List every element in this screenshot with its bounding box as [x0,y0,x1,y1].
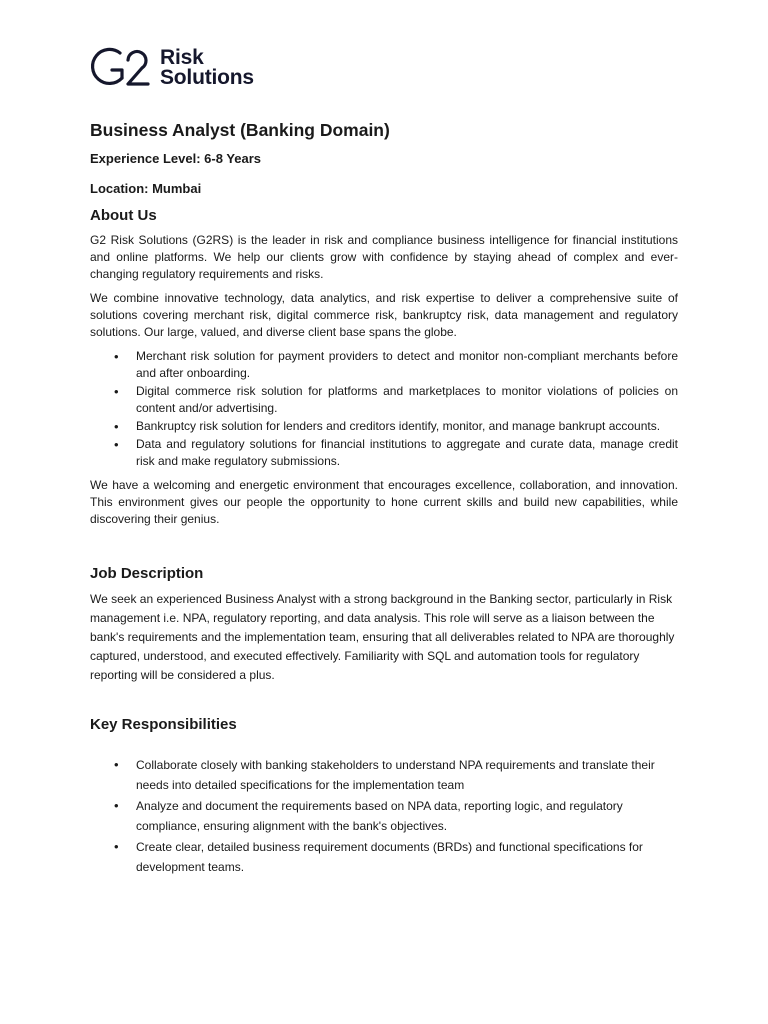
list-item: • Collaborate closely with banking stakeholders to understand NPA requirements and translate their needs into detailed specifications for the implementation team [90,755,678,795]
experience-level: Experience Level: 6-8 Years [90,151,262,166]
g2-logo-icon [90,44,154,92]
responsibilities-heading: Key Responsibilities [90,716,237,733]
about-heading: About Us [90,207,157,224]
list-item: • Analyze and document the requirements based on NPA data, reporting logic, and regulatory compliance, ensuring alignment with the bank's objectives. [90,796,678,836]
document-body [90,118,678,884]
job-title: Business Analyst (Banking Domain) [90,120,390,140]
logo-wordmark [160,48,254,88]
responsibilities-list [90,755,678,877]
logo-line-risk: Risk [160,46,204,69]
company-logo [90,44,254,92]
location: Location: Mumbai [90,181,202,196]
job-description-text: We seek an experienced Business Analyst with a strong background in the Banking sector, particularly in Risk management i.e. NPA, regulatory reporting, and data analysis. This role will serve as a liaison between the bank's requirements and the implementation team, ensuring that all deliverables related to NPA are thoroughly captured, understood, and executed effectively. Familiarity with SQL and automation tools for regulatory reporting will be considered a plus. [90,592,675,682]
logo-line-solutions: Solutions [160,66,254,89]
list-item: • Merchant risk solution for payment providers to detect and monitor non-compliant merchants before and after onboarding. [90,348,678,382]
about-paragraph-1: G2 Risk Solutions (G2RS) is the leader in risk and compliance business intelligence for financial institutions and online platforms. We help our clients grow with confidence by staying ahead of complex and ever-changing regulatory requirements and risks. [90,233,678,281]
solutions-list [90,348,678,470]
list-item: • Bankruptcy risk solution for lenders and creditors identify, monitor, and manage bankrupt accounts. [90,418,678,435]
list-item: • Digital commerce risk solution for platforms and marketplaces to monitor violations of policies on content and/or advertising. [90,383,678,417]
about-paragraph-3: We have a welcoming and energetic environment that encourages excellence, collaboration, and innovation. This environment gives our people the opportunity to hone current skills and build new capabilities, while discovering their genius. [90,478,678,526]
list-item: • Data and regulatory solutions for financial institutions to aggregate and curate data, manage credit risk and make regulatory submissions. [90,436,678,470]
job-description-heading: Job Description [90,565,204,582]
list-item: • Create clear, detailed business requirement documents (BRDs) and functional specifications for development teams. [90,837,678,877]
about-paragraph-2: We combine innovative technology, data analytics, and risk expertise to deliver a comprehensive suite of solutions covering merchant risk, digital commerce risk, bankruptcy risk, data management and regulatory solutions. Our large, valued, and diverse client base spans the globe. [90,291,678,339]
